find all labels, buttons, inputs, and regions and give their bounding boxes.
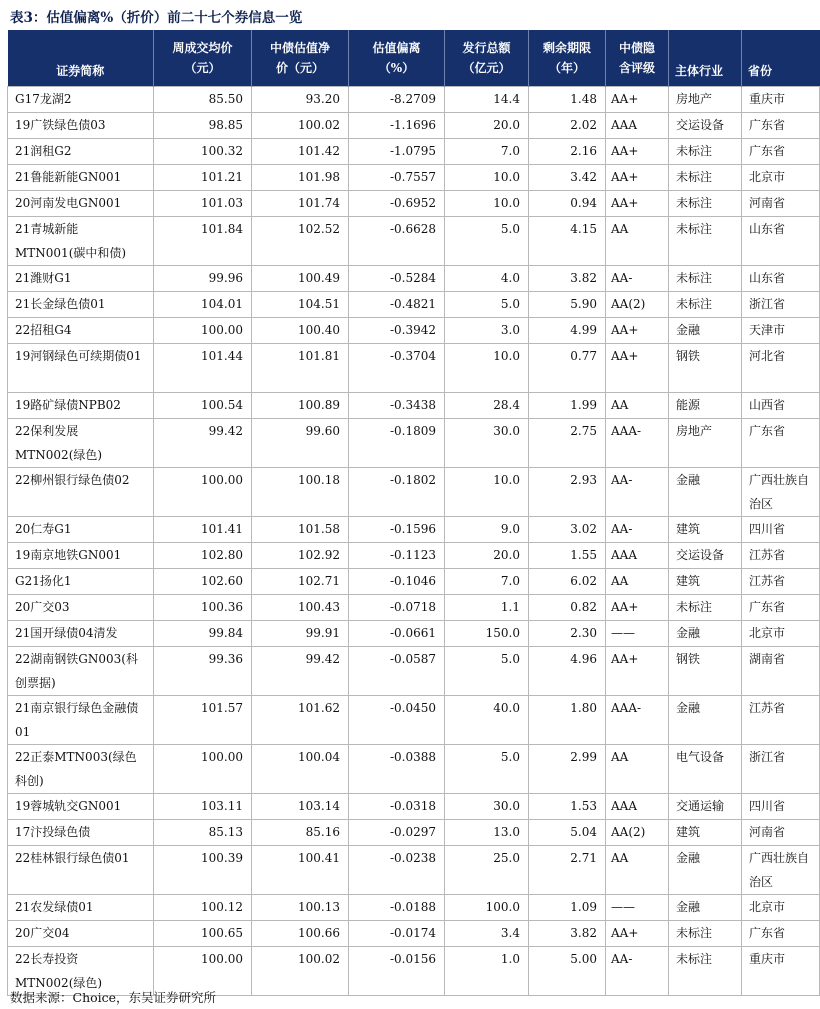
issue-size-cell: 20.0: [445, 113, 529, 139]
industry-cell: 金融: [669, 895, 742, 921]
industry-cell: 未标注: [669, 217, 742, 266]
remaining-term-cell: 3.82: [529, 921, 606, 947]
table-row: [8, 217, 820, 266]
remaining-term-cell: 2.16: [529, 139, 606, 165]
implied-rating-cell: AAA: [606, 543, 669, 569]
province-cell: 广东省: [742, 921, 820, 947]
implied-rating-cell: AAA: [606, 794, 669, 820]
implied-rating-cell: AA-: [606, 947, 669, 996]
table-row: [8, 87, 820, 113]
industry-cell: 未标注: [669, 595, 742, 621]
deviation-cell: -0.0450: [349, 696, 445, 745]
weekly-price-cell: 101.03: [154, 191, 252, 217]
table-row: [8, 139, 820, 165]
implied-rating-cell: AA+: [606, 318, 669, 344]
bond-name-cell: 22正泰MTN003(绿色科创): [8, 745, 154, 794]
remaining-term-cell: 4.96: [529, 647, 606, 696]
bond-name-cell: 21潍财G1: [8, 266, 154, 292]
cb-price-cell: 100.02: [252, 947, 349, 996]
issue-size-cell: 28.4: [445, 393, 529, 419]
province-cell: 江苏省: [742, 696, 820, 745]
bond-name-cell: 20仁寿G1: [8, 517, 154, 543]
table-row: [8, 292, 820, 318]
implied-rating-cell: AA+: [606, 647, 669, 696]
table-row: [8, 895, 820, 921]
cb-price-cell: 100.89: [252, 393, 349, 419]
weekly-price-cell: 101.84: [154, 217, 252, 266]
province-cell: 广西壮族自治区: [742, 846, 820, 895]
industry-cell: 交运设备: [669, 543, 742, 569]
source-note: 数据来源：Choice，东吴证券研究所: [10, 990, 217, 1005]
implied-rating-cell: AA+: [606, 87, 669, 113]
issue-size-cell: 30.0: [445, 794, 529, 820]
province-cell: 北京市: [742, 895, 820, 921]
cb-price-cell: 100.13: [252, 895, 349, 921]
weekly-price-cell: 101.57: [154, 696, 252, 745]
table-row: [8, 647, 820, 696]
cb-price-cell: 101.58: [252, 517, 349, 543]
cb-price-cell: 100.41: [252, 846, 349, 895]
weekly-price-cell: 99.36: [154, 647, 252, 696]
remaining-term-cell: 0.94: [529, 191, 606, 217]
issue-size-cell: 3.4: [445, 921, 529, 947]
implied-rating-cell: AAA: [606, 113, 669, 139]
province-cell: 山西省: [742, 393, 820, 419]
deviation-cell: -0.1046: [349, 569, 445, 595]
deviation-cell: -0.0318: [349, 794, 445, 820]
bond-name-cell: 21农发绿债01: [8, 895, 154, 921]
bond-name-cell: 21鲁能新能GN001: [8, 165, 154, 191]
province-cell: 广东省: [742, 419, 820, 468]
implied-rating-cell: AAA-: [606, 419, 669, 468]
bond-name-cell: 22招租G4: [8, 318, 154, 344]
weekly-price-cell: 98.85: [154, 113, 252, 139]
implied-rating-cell: AA: [606, 569, 669, 595]
industry-cell: 金融: [669, 696, 742, 745]
table-row: [8, 569, 820, 595]
weekly-price-cell: 101.41: [154, 517, 252, 543]
weekly-price-cell: 100.00: [154, 947, 252, 996]
bond-name-cell: 19蓉城轨交GN001: [8, 794, 154, 820]
implied-rating-cell: AA+: [606, 191, 669, 217]
issue-size-cell: 40.0: [445, 696, 529, 745]
province-cell: 河北省: [742, 344, 820, 393]
bond-name-cell: 19南京地铁GN001: [8, 543, 154, 569]
remaining-term-cell: 1.53: [529, 794, 606, 820]
weekly-price-cell: 100.00: [154, 468, 252, 517]
industry-cell: 金融: [669, 468, 742, 517]
cb-price-cell: 101.62: [252, 696, 349, 745]
industry-cell: 未标注: [669, 266, 742, 292]
issue-size-cell: 7.0: [445, 569, 529, 595]
header-cb-price: 中债估值净 价（元）: [252, 30, 349, 87]
deviation-cell: -0.0587: [349, 647, 445, 696]
remaining-term-cell: 4.99: [529, 318, 606, 344]
table-row: [8, 419, 820, 468]
industry-cell: 钢铁: [669, 647, 742, 696]
issue-size-cell: 10.0: [445, 344, 529, 393]
province-cell: 江苏省: [742, 543, 820, 569]
deviation-cell: -0.1123: [349, 543, 445, 569]
remaining-term-cell: 1.99: [529, 393, 606, 419]
cb-price-cell: 100.04: [252, 745, 349, 794]
cb-price-cell: 103.14: [252, 794, 349, 820]
issue-size-cell: 20.0: [445, 543, 529, 569]
table-row: [8, 794, 820, 820]
province-cell: 北京市: [742, 165, 820, 191]
header-issue-size: 发行总额 （亿元）: [445, 30, 529, 87]
weekly-price-cell: 100.32: [154, 139, 252, 165]
remaining-term-cell: 2.71: [529, 846, 606, 895]
deviation-cell: -0.0297: [349, 820, 445, 846]
industry-cell: 金融: [669, 621, 742, 647]
weekly-price-cell: 100.65: [154, 921, 252, 947]
cb-price-cell: 99.60: [252, 419, 349, 468]
deviation-cell: -0.7557: [349, 165, 445, 191]
province-cell: 江苏省: [742, 569, 820, 595]
table-row: [8, 191, 820, 217]
implied-rating-cell: AA+: [606, 165, 669, 191]
issue-size-cell: 4.0: [445, 266, 529, 292]
implied-rating-cell: AA: [606, 217, 669, 266]
weekly-price-cell: 100.54: [154, 393, 252, 419]
cb-price-cell: 100.43: [252, 595, 349, 621]
industry-cell: 未标注: [669, 191, 742, 217]
remaining-term-cell: 5.00: [529, 947, 606, 996]
implied-rating-cell: AA-: [606, 266, 669, 292]
bond-name-cell: 17汴投绿色债: [8, 820, 154, 846]
deviation-cell: -0.3438: [349, 393, 445, 419]
province-cell: 河南省: [742, 191, 820, 217]
deviation-cell: -0.0718: [349, 595, 445, 621]
issue-size-cell: 1.1: [445, 595, 529, 621]
deviation-cell: -0.3942: [349, 318, 445, 344]
implied-rating-cell: AAA-: [606, 696, 669, 745]
industry-cell: 房地产: [669, 87, 742, 113]
province-cell: 河南省: [742, 820, 820, 846]
bond-name-cell: G21扬化1: [8, 569, 154, 595]
issue-size-cell: 100.0: [445, 895, 529, 921]
table-row: [8, 921, 820, 947]
weekly-price-cell: 100.39: [154, 846, 252, 895]
remaining-term-cell: 1.48: [529, 87, 606, 113]
bond-name-cell: 21国开绿债04清发: [8, 621, 154, 647]
issue-size-cell: 10.0: [445, 165, 529, 191]
table-row: [8, 517, 820, 543]
deviation-cell: -0.0661: [349, 621, 445, 647]
remaining-term-cell: 1.80: [529, 696, 606, 745]
province-cell: 浙江省: [742, 292, 820, 318]
remaining-term-cell: 3.42: [529, 165, 606, 191]
province-cell: 北京市: [742, 621, 820, 647]
remaining-term-cell: 2.30: [529, 621, 606, 647]
cb-price-cell: 93.20: [252, 87, 349, 113]
province-cell: 浙江省: [742, 745, 820, 794]
implied-rating-cell: AA(2): [606, 820, 669, 846]
weekly-price-cell: 85.50: [154, 87, 252, 113]
table-row: [8, 318, 820, 344]
table-row: [8, 846, 820, 895]
weekly-price-cell: 85.13: [154, 820, 252, 846]
deviation-cell: -0.0156: [349, 947, 445, 996]
table-row: [8, 113, 820, 139]
issue-size-cell: 10.0: [445, 468, 529, 517]
table-row: [8, 165, 820, 191]
cb-price-cell: 104.51: [252, 292, 349, 318]
deviation-cell: -0.3704: [349, 344, 445, 393]
industry-cell: 建筑: [669, 569, 742, 595]
deviation-cell: -0.0238: [349, 846, 445, 895]
header-remaining: 剩余期限 （年）: [529, 30, 606, 87]
issue-size-cell: 5.0: [445, 647, 529, 696]
table-row: [8, 393, 820, 419]
table-row: [8, 745, 820, 794]
weekly-price-cell: 102.80: [154, 543, 252, 569]
remaining-term-cell: 2.93: [529, 468, 606, 517]
province-cell: 重庆市: [742, 947, 820, 996]
industry-cell: 交通运输: [669, 794, 742, 820]
header-province: 省份: [742, 30, 820, 87]
province-cell: 山东省: [742, 217, 820, 266]
implied-rating-cell: AA-: [606, 517, 669, 543]
remaining-term-cell: 5.04: [529, 820, 606, 846]
deviation-cell: -8.2709: [349, 87, 445, 113]
implied-rating-cell: AA: [606, 846, 669, 895]
issue-size-cell: 5.0: [445, 745, 529, 794]
bond-name-cell: 21润租G2: [8, 139, 154, 165]
implied-rating-cell: AA+: [606, 344, 669, 393]
weekly-price-cell: 99.96: [154, 266, 252, 292]
industry-cell: 未标注: [669, 139, 742, 165]
industry-cell: 金融: [669, 318, 742, 344]
implied-rating-cell: ——: [606, 895, 669, 921]
deviation-cell: -0.1802: [349, 468, 445, 517]
weekly-price-cell: 103.11: [154, 794, 252, 820]
implied-rating-cell: AA(2): [606, 292, 669, 318]
province-cell: 重庆市: [742, 87, 820, 113]
table-row: [8, 621, 820, 647]
issue-size-cell: 5.0: [445, 217, 529, 266]
deviation-cell: -0.0188: [349, 895, 445, 921]
table-row: [8, 696, 820, 745]
weekly-price-cell: 100.12: [154, 895, 252, 921]
issue-size-cell: 30.0: [445, 419, 529, 468]
cb-price-cell: 102.92: [252, 543, 349, 569]
industry-cell: 房地产: [669, 419, 742, 468]
province-cell: 四川省: [742, 794, 820, 820]
remaining-term-cell: 3.82: [529, 266, 606, 292]
weekly-price-cell: 101.21: [154, 165, 252, 191]
issue-size-cell: 25.0: [445, 846, 529, 895]
bond-name-cell: G17龙湖2: [8, 87, 154, 113]
remaining-term-cell: 6.02: [529, 569, 606, 595]
implied-rating-cell: AA: [606, 393, 669, 419]
cb-price-cell: 102.71: [252, 569, 349, 595]
bond-name-cell: 20广交04: [8, 921, 154, 947]
province-cell: 天津市: [742, 318, 820, 344]
issue-size-cell: 7.0: [445, 139, 529, 165]
table-row: [8, 468, 820, 517]
industry-cell: 能源: [669, 393, 742, 419]
province-cell: 广东省: [742, 595, 820, 621]
cb-price-cell: 101.98: [252, 165, 349, 191]
weekly-price-cell: 100.00: [154, 745, 252, 794]
cb-price-cell: 100.18: [252, 468, 349, 517]
cb-price-cell: 100.66: [252, 921, 349, 947]
implied-rating-cell: AA+: [606, 139, 669, 165]
bond-name-cell: 21南京银行绿色金融债01: [8, 696, 154, 745]
deviation-cell: -1.1696: [349, 113, 445, 139]
industry-cell: 未标注: [669, 165, 742, 191]
table-row: [8, 820, 820, 846]
deviation-cell: -0.4821: [349, 292, 445, 318]
remaining-term-cell: 2.99: [529, 745, 606, 794]
header-implied-rating: 中债隐 含评级: [606, 30, 669, 87]
bond-name-cell: 21长金绿色债01: [8, 292, 154, 318]
bond-name-cell: 22保利发展MTN002(绿色): [8, 419, 154, 468]
weekly-price-cell: 104.01: [154, 292, 252, 318]
remaining-term-cell: 1.55: [529, 543, 606, 569]
remaining-term-cell: 2.75: [529, 419, 606, 468]
industry-cell: 金融: [669, 846, 742, 895]
header-name: 证券简称: [8, 30, 154, 87]
weekly-price-cell: 99.42: [154, 419, 252, 468]
table-title: 表3：估值偏离%（折价）前二十七个券信息一览: [10, 10, 303, 26]
deviation-cell: -0.6952: [349, 191, 445, 217]
issue-size-cell: 9.0: [445, 517, 529, 543]
deviation-cell: -0.0388: [349, 745, 445, 794]
province-cell: 山东省: [742, 266, 820, 292]
issue-size-cell: 10.0: [445, 191, 529, 217]
weekly-price-cell: 101.44: [154, 344, 252, 393]
province-cell: 广东省: [742, 113, 820, 139]
table-row: [8, 595, 820, 621]
implied-rating-cell: AA: [606, 745, 669, 794]
remaining-term-cell: 0.82: [529, 595, 606, 621]
weekly-price-cell: 100.36: [154, 595, 252, 621]
deviation-cell: -1.0795: [349, 139, 445, 165]
province-cell: 广西壮族自治区: [742, 468, 820, 517]
header-deviation: 估值偏离 （%）: [349, 30, 445, 87]
deviation-cell: -0.1809: [349, 419, 445, 468]
deviation-cell: -0.1596: [349, 517, 445, 543]
remaining-term-cell: 2.02: [529, 113, 606, 139]
cb-price-cell: 100.02: [252, 113, 349, 139]
cb-price-cell: 101.81: [252, 344, 349, 393]
province-cell: 湖南省: [742, 647, 820, 696]
industry-cell: 钢铁: [669, 344, 742, 393]
implied-rating-cell: AA+: [606, 595, 669, 621]
cb-price-cell: 85.16: [252, 820, 349, 846]
deviation-cell: -0.5284: [349, 266, 445, 292]
issue-size-cell: 13.0: [445, 820, 529, 846]
industry-cell: 未标注: [669, 292, 742, 318]
implied-rating-cell: AA+: [606, 921, 669, 947]
issue-size-cell: 14.4: [445, 87, 529, 113]
industry-cell: 未标注: [669, 921, 742, 947]
bond-name-cell: 20广交03: [8, 595, 154, 621]
remaining-term-cell: 1.09: [529, 895, 606, 921]
remaining-term-cell: 5.90: [529, 292, 606, 318]
table-row: [8, 344, 820, 393]
weekly-price-cell: 99.84: [154, 621, 252, 647]
bond-name-cell: 22湖南钢铁GN003(科创票据): [8, 647, 154, 696]
bond-name-cell: 22长寿投资MTN002(绿色): [8, 947, 154, 996]
bond-table: [7, 30, 820, 996]
cb-price-cell: 102.52: [252, 217, 349, 266]
cb-price-cell: 99.91: [252, 621, 349, 647]
industry-cell: 建筑: [669, 820, 742, 846]
weekly-price-cell: 100.00: [154, 318, 252, 344]
bond-name-cell: 20河南发电GN001: [8, 191, 154, 217]
bond-name-cell: 22桂林银行绿色债01: [8, 846, 154, 895]
province-cell: 广东省: [742, 139, 820, 165]
industry-cell: 建筑: [669, 517, 742, 543]
cb-price-cell: 99.42: [252, 647, 349, 696]
cb-price-cell: 101.74: [252, 191, 349, 217]
remaining-term-cell: 3.02: [529, 517, 606, 543]
issue-size-cell: 150.0: [445, 621, 529, 647]
issue-size-cell: 5.0: [445, 292, 529, 318]
issue-size-cell: 1.0: [445, 947, 529, 996]
cb-price-cell: 100.49: [252, 266, 349, 292]
industry-cell: 未标注: [669, 947, 742, 996]
industry-cell: 交运设备: [669, 113, 742, 139]
remaining-term-cell: 0.77: [529, 344, 606, 393]
deviation-cell: -0.0174: [349, 921, 445, 947]
bond-name-cell: 22柳州银行绿色债02: [8, 468, 154, 517]
bond-name-cell: 19河钢绿色可续期债01: [8, 344, 154, 393]
bond-name-cell: 19路矿绿债NPB02: [8, 393, 154, 419]
weekly-price-cell: 102.60: [154, 569, 252, 595]
table-row: [8, 266, 820, 292]
industry-cell: 电气设备: [669, 745, 742, 794]
cb-price-cell: 101.42: [252, 139, 349, 165]
implied-rating-cell: ——: [606, 621, 669, 647]
table-row: [8, 543, 820, 569]
header-industry: 主体行业: [669, 30, 742, 87]
implied-rating-cell: AA-: [606, 468, 669, 517]
deviation-cell: -0.6628: [349, 217, 445, 266]
cb-price-cell: 100.40: [252, 318, 349, 344]
remaining-term-cell: 4.15: [529, 217, 606, 266]
issue-size-cell: 3.0: [445, 318, 529, 344]
bond-name-cell: 21青城新能MTN001(碳中和债): [8, 217, 154, 266]
table-header-row: [8, 30, 820, 87]
bond-name-cell: 19广铁绿色债03: [8, 113, 154, 139]
header-weekly-price: 周成交均价 （元）: [154, 30, 252, 87]
province-cell: 四川省: [742, 517, 820, 543]
